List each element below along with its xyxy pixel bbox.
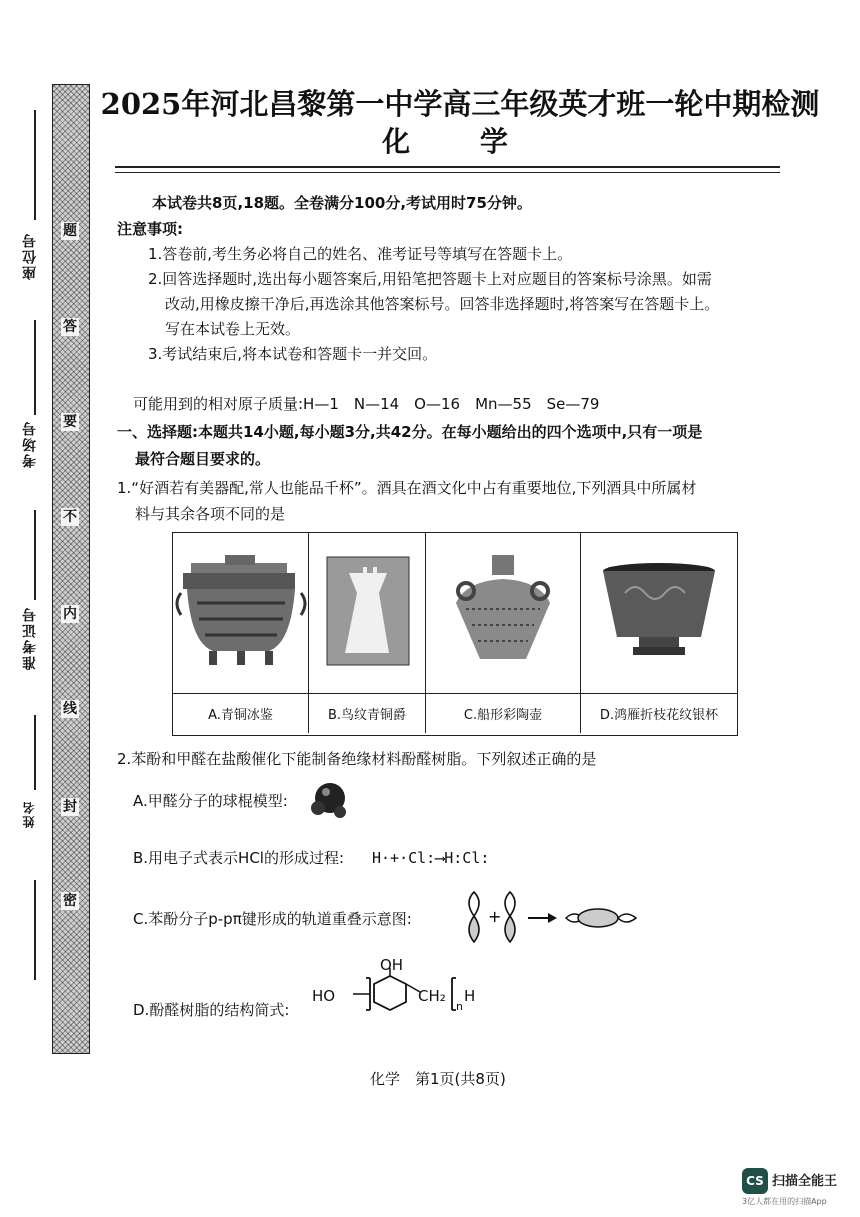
option-c-caption: C.船形彩陶壶 bbox=[426, 693, 581, 733]
camscanner-name: 扫描全能王 bbox=[772, 1174, 838, 1189]
atomic-masses: 可能用到的相对原子质量:H—1 N—14 O—16 Mn—55 Se—79 bbox=[133, 395, 600, 413]
seal-char: 线 bbox=[63, 701, 77, 717]
q1-stem: 1.“好酒若有美器配,常人也能品千杯”。酒具在酒文化中占有重要地位,下列酒具中所属材 bbox=[117, 479, 697, 497]
p-orbital-overlap-icon bbox=[462, 888, 642, 946]
ball-and-stick-model-icon bbox=[308, 778, 352, 822]
option-a-caption: A.青铜冰鉴 bbox=[173, 693, 309, 733]
note-item: 3.考试结束后,将本试卷和答题卡一并交回。 bbox=[148, 345, 438, 363]
q2-stem: 2.苯酚和甲醛在盐酸催化下能制备绝缘材料酚醛树脂。下列叙述正确的是 bbox=[117, 750, 597, 768]
seat-number-label: 座位号 bbox=[22, 232, 38, 280]
q1-figure-table bbox=[172, 532, 738, 736]
seal-char: 答 bbox=[63, 319, 77, 335]
note-item: 2.回答选择题时,选出每小题答案后,用铅笔把答题卡上对应题目的答案标号涂黑。如需 bbox=[148, 270, 712, 288]
seal-char: 封 bbox=[63, 799, 77, 815]
field-line bbox=[34, 320, 36, 415]
exam-title: 2025年河北昌黎第一中学高三年级英才班一轮中期检测 bbox=[100, 87, 820, 121]
option-b-caption: B.鸟纹青铜爵 bbox=[309, 693, 426, 733]
phenolic-resin-structure bbox=[312, 954, 482, 1026]
exam-room-label: 考场号 bbox=[22, 420, 38, 468]
seal-char: 不 bbox=[63, 509, 77, 525]
name-label: 姓名 bbox=[22, 800, 36, 828]
field-line bbox=[34, 110, 36, 220]
seal-char: 密 bbox=[63, 893, 77, 909]
pottery-flask-image bbox=[426, 533, 581, 693]
hcl-electron-formula: H·+·Cl:⟶H:Cl: bbox=[372, 849, 490, 867]
camscanner-logo-icon: CS bbox=[742, 1168, 768, 1194]
camscanner-tagline: 3亿人都在用的扫描App bbox=[742, 1197, 827, 1206]
note-item: 改动,用橡皮擦干净后,再选涂其他答案标号。回答非选择题时,将答案写在答题卡上。 bbox=[165, 295, 720, 313]
h-end-group: H bbox=[464, 987, 476, 1005]
repeat-n-subscript: n bbox=[456, 1000, 463, 1013]
note-item: 1.答卷前,考生务必将自己的姓名、准考证号等填写在答题卡上。 bbox=[148, 245, 573, 263]
q2-option-b: B.用电子式表示HCl的形成过程: bbox=[133, 849, 345, 867]
seal-char: 题 bbox=[63, 223, 77, 239]
admission-number-label: 准考证号 bbox=[22, 606, 38, 670]
notes-heading: 注意事项: bbox=[117, 220, 183, 238]
note-item: 写在本试卷上无效。 bbox=[165, 320, 301, 338]
seal-char: 要 bbox=[63, 414, 77, 430]
bronze-jue-vessel-image bbox=[309, 533, 426, 693]
header-rule bbox=[115, 166, 780, 168]
seal-char: 内 bbox=[63, 606, 77, 622]
field-line bbox=[34, 715, 36, 790]
q2-option-c: C.苯酚分子p-pπ键形成的轨道重叠示意图: bbox=[133, 910, 412, 928]
field-line bbox=[34, 880, 36, 980]
field-line bbox=[34, 510, 36, 600]
q1-stem-cont: 料与其余各项不同的是 bbox=[135, 505, 286, 523]
svg-text:+: + bbox=[488, 907, 502, 926]
q2-option-d: D.酚醛树脂的结构简式: bbox=[133, 1001, 290, 1019]
ch2-group: CH₂ bbox=[418, 987, 446, 1005]
section-heading-cont: 最符合题目要求的。 bbox=[135, 450, 271, 468]
hydroxyl-label: OH bbox=[380, 956, 404, 974]
silver-cup-image bbox=[581, 533, 737, 693]
ho-end-group: HO bbox=[312, 987, 336, 1005]
exam-intro: 本试卷共8页,18题。全卷满分100分,考试用时75分钟。 bbox=[152, 194, 532, 212]
option-d-caption: D.鸿雁折枝花纹银杯 bbox=[581, 693, 737, 733]
page-footer: 化学 第1页(共8页) bbox=[370, 1070, 506, 1088]
section-heading: 一、选择题:本题共14小题,每小题3分,共42分。在每小题给出的四个选项中,只有一项是 bbox=[117, 423, 703, 441]
header-rule-thin bbox=[115, 172, 780, 173]
bronze-ice-vessel-image bbox=[173, 533, 309, 693]
subject-title: 化 学 bbox=[382, 125, 538, 158]
q2-option-a: A.甲醛分子的球棍模型: bbox=[133, 792, 288, 810]
